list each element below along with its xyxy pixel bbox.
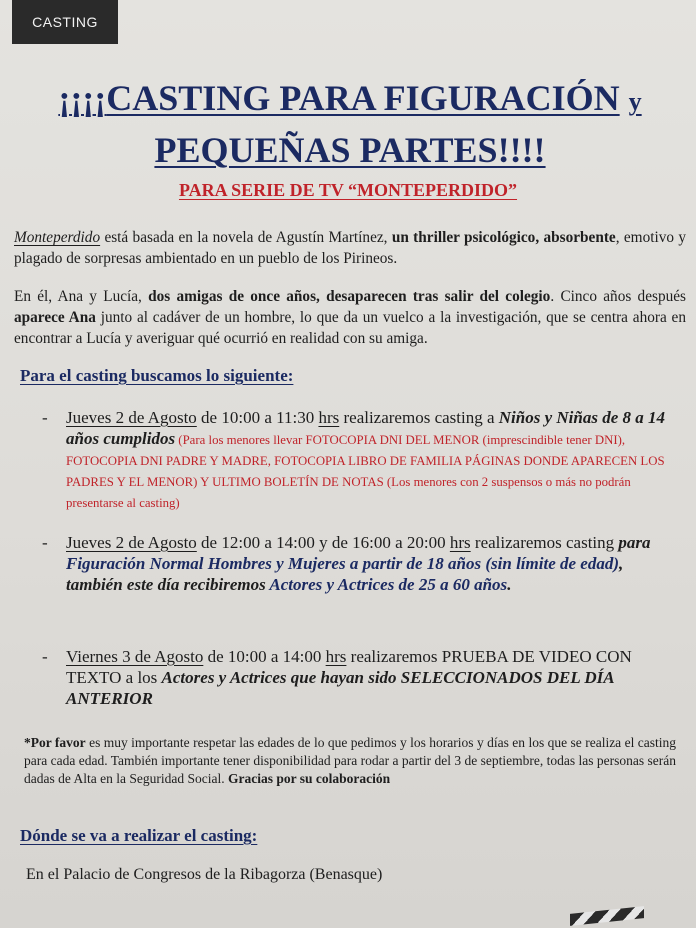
subtitle-text: PARA SERIE DE TV “MONTEPERDIDO” xyxy=(178,180,518,200)
intro-highlight: un thriller psicológico, absorbente xyxy=(391,229,616,246)
title-line1: CASTING PARA FIGURACIÓN xyxy=(106,78,620,118)
section-heading-requirements-text: Para el casting buscamos lo siguiente: xyxy=(20,366,294,385)
bullet-dash: - xyxy=(42,408,48,427)
bullet-dash: - xyxy=(42,533,48,552)
note-text: es muy importante respetar las edades de lo que pedimos y los horarios y días en los que se realiza el casting para cada edad. También importante tener disponibilidad para rodar a partir del 3 de septiembre, todas las personas serán dadas de Alta en la Seguridad Social. xyxy=(24,735,676,786)
plot-paragraph xyxy=(14,286,686,349)
item-time: de 12:00 a 14:00 y de 16:00 a 20:00 xyxy=(196,533,450,552)
important-note xyxy=(24,734,676,788)
item-date: Jueves 2 de Agosto xyxy=(66,408,197,427)
note-lead: *Por favor xyxy=(24,735,86,750)
section-heading-requirements xyxy=(20,366,293,386)
main-title xyxy=(20,74,680,174)
item-text: realizaremos PRUEBA DE VIDEO CON TEXTO a los xyxy=(66,647,632,687)
item-hrs: hrs xyxy=(449,533,471,552)
title-line2: PEQUEÑAS PARTES xyxy=(154,130,498,170)
title-joiner: y xyxy=(628,87,642,116)
section-heading-location xyxy=(20,826,257,846)
casting-tag-label: CASTING xyxy=(32,14,98,30)
series-name: Monteperdido xyxy=(14,229,101,246)
item-target: Actores y Actrices que hayan sido SELECCIONADOS DEL DÍA ANTERIOR xyxy=(66,668,614,708)
item-end: . xyxy=(507,575,512,594)
plot-highlight-1: dos amigas de once años, desaparecen tras salir del colegio xyxy=(148,288,551,305)
item-time: de 10:00 a 14:00 xyxy=(203,647,326,666)
item-target-actors: Actores y Actrices de 25 a 60 años xyxy=(269,575,508,594)
title-prefix: ¡¡¡¡ xyxy=(58,78,107,118)
bullet-dash: - xyxy=(42,647,48,666)
list-item-extras xyxy=(42,532,682,595)
item-para: para xyxy=(618,533,651,552)
plot-text-3: junto al cadáver de un hombre, lo que da un vuelco a la investigación, que se centra ahora en encontrar a Lucía y averiguar qué ocurrió en realidad con su amiga. xyxy=(14,309,686,347)
section-heading-location-text: Dónde se va a realizar el casting: xyxy=(20,826,258,845)
intro-paragraph xyxy=(14,227,686,269)
item-target-extras: Figuración Normal Hombres y Mujeres a partir de 18 años (sin límite de edad) xyxy=(66,554,619,573)
item-time: de 10:00 a 11:30 xyxy=(196,408,319,427)
intro-text-2: , emotivo y plagado de sorpresas ambientado en un pueblo de los Pirineos. xyxy=(14,229,687,267)
subtitle xyxy=(0,180,696,201)
location-text: En el Palacio de Congresos de la Ribagorza (Benasque) xyxy=(26,866,383,883)
casting-tag xyxy=(12,0,118,44)
item-date: Jueves 2 de Agosto xyxy=(66,533,197,552)
plot-highlight-2: aparece Ana xyxy=(14,309,96,326)
item-date: Viernes 3 de Agosto xyxy=(66,647,204,666)
item-text: realizaremos casting a xyxy=(339,408,499,427)
item-hrs: hrs xyxy=(318,408,340,427)
item-text-mid: , también este día recibiremos xyxy=(66,554,624,594)
item-hrs: hrs xyxy=(325,647,347,666)
list-item-children xyxy=(42,407,682,512)
note-thanks: Gracias por su colaboración xyxy=(227,771,391,786)
plot-text-1: En él, Ana y Lucía, xyxy=(14,288,149,305)
plot-text-2: . Cinco años después xyxy=(550,288,686,305)
item-target: Niños y Niñas de 8 a 14 años cumplidos xyxy=(66,408,666,448)
item-note: (Para los menores llevar FOTOCOPIA DNI DEL MENOR (imprescindible tener DNI), FOTOCOPIA DNI PADRE Y MADRE, FOTOCOPIA LIBRO DE FAMILIA PÁGINAS DONDE APARECEN LOS PADRES Y EL MENOR) Y ULTIMO BOLETÍN DE NOTAS (Los menores con 2 suspensos o más no podrán presentarse al casting) xyxy=(66,433,665,510)
clapperboard-icon xyxy=(570,906,644,926)
intro-text-1: está basada en la novela de Agustín Martínez, xyxy=(100,229,392,246)
title-suffix: !!!! xyxy=(497,130,546,170)
list-item-video-test xyxy=(42,646,682,709)
item-text: realizaremos casting xyxy=(470,533,619,552)
